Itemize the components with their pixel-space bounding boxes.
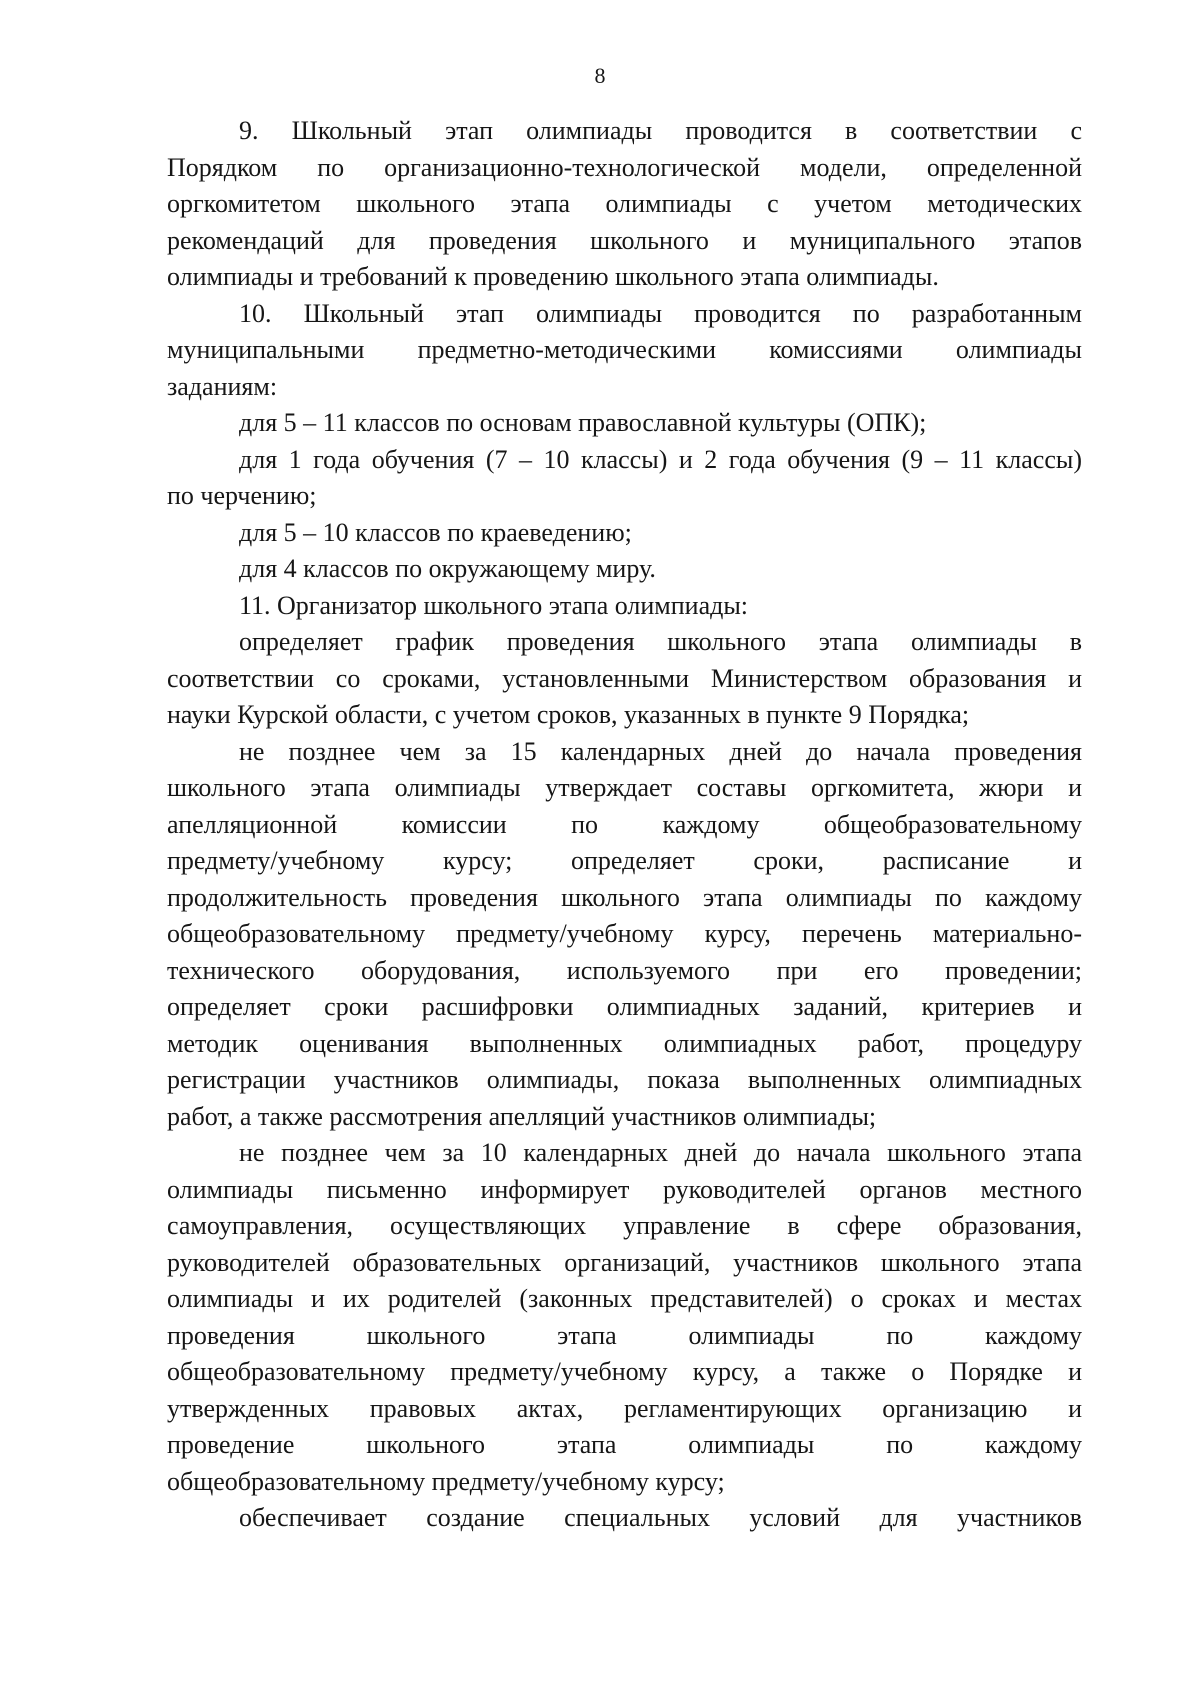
text-line: обеспечивает создание специальных условий для участников	[239, 1503, 1082, 1532]
document-body	[167, 113, 1082, 1537]
text-line: олимпиады письменно информирует руководителей органов местного	[167, 1174, 1082, 1204]
text-line: 9. Школьный этап олимпиады проводится в соответствии с	[239, 116, 1082, 145]
text-line: науки Курской области, с учетом сроков, указанных в пункте 9 Порядка;	[167, 700, 970, 729]
page-number: 8	[594, 63, 606, 88]
text-line: 11. Организатор школьного этапа олимпиады:	[239, 590, 749, 620]
text-line: школьного этапа олимпиады утверждает составы оргкомитета, жюри и	[167, 773, 1082, 802]
text-line: предмету/учебному курсу; определяет сроки, расписание и	[167, 846, 1082, 875]
text-line: работ, а также рассмотрения апелляций участников олимпиады;	[167, 1101, 877, 1131]
text-line: заданиям:	[167, 371, 278, 401]
text-line: не позднее чем за 10 календарных дней до начала школьного этапа	[239, 1138, 1082, 1167]
text-line: общеобразовательному предмету/учебному курсу, перечень материально-	[167, 919, 1082, 948]
text-line: проведения школьного этапа олимпиады по каждому	[167, 1320, 1082, 1350]
text-line: по черчению;	[167, 481, 317, 510]
text-line: утвержденных правовых актах, регламентирующих организацию и	[167, 1393, 1082, 1423]
text-line: проведение школьного этапа олимпиады по каждому	[167, 1430, 1082, 1459]
text-line: апелляционной комиссии по каждому общеобразовательному	[167, 809, 1082, 839]
text-line: определяет сроки расшифровки олимпиадных заданий, критериев и	[167, 992, 1082, 1021]
text-line: методик оценивания выполненных олимпиадных работ, процедуру	[167, 1028, 1082, 1058]
text-line: не позднее чем за 15 календарных дней до начала проведения	[239, 736, 1082, 766]
text-line: соответствии со сроками, установленными Министерством образования и	[167, 663, 1082, 693]
text-line: олимпиады и их родителей (законных представителей) о сроках и местах	[167, 1284, 1082, 1313]
text-line: продолжительность проведения школьного этапа олимпиады по каждому	[167, 882, 1082, 912]
text-line: самоуправления, осуществляющих управление в сфере образования,	[167, 1211, 1082, 1240]
text-line: общеобразовательному предмету/учебному курсу;	[167, 1466, 725, 1496]
text-line: для 1 года обучения (7 – 10 классы) и 2 года обучения (9 – 11 классы)	[239, 444, 1082, 474]
text-line: для 5 – 10 классов по краеведению;	[239, 517, 632, 547]
text-line: муниципальными предметно-методическими комиссиями олимпиады	[167, 335, 1082, 364]
text-line: рекомендаций для проведения школьного и муниципального этапов	[167, 225, 1082, 255]
text-line: олимпиады и требований к проведению школьного этапа олимпиады.	[167, 262, 939, 291]
text-line: для 4 классов по окружающему миру.	[239, 554, 656, 583]
text-line: общеобразовательному предмету/учебному курсу, а также о Порядке и	[167, 1357, 1082, 1386]
text-line: руководителей образовательных организаций, участников школьного этапа	[167, 1247, 1082, 1277]
text-line: Порядком по организационно-технологической модели, определенной	[167, 152, 1082, 182]
text-line: оргкомитетом школьного этапа олимпиады с учетом методических	[167, 189, 1082, 218]
text-line: технического оборудования, используемого при его проведении;	[167, 955, 1082, 985]
text-line: 10. Школьный этап олимпиады проводится по разработанным	[239, 298, 1082, 328]
text-line: для 5 – 11 классов по основам православной культуры (ОПК);	[239, 408, 927, 437]
text-line: определяет график проведения школьного этапа олимпиады в	[239, 627, 1082, 656]
text-line: регистрации участников олимпиады, показа выполненных олимпиадных	[167, 1065, 1082, 1094]
